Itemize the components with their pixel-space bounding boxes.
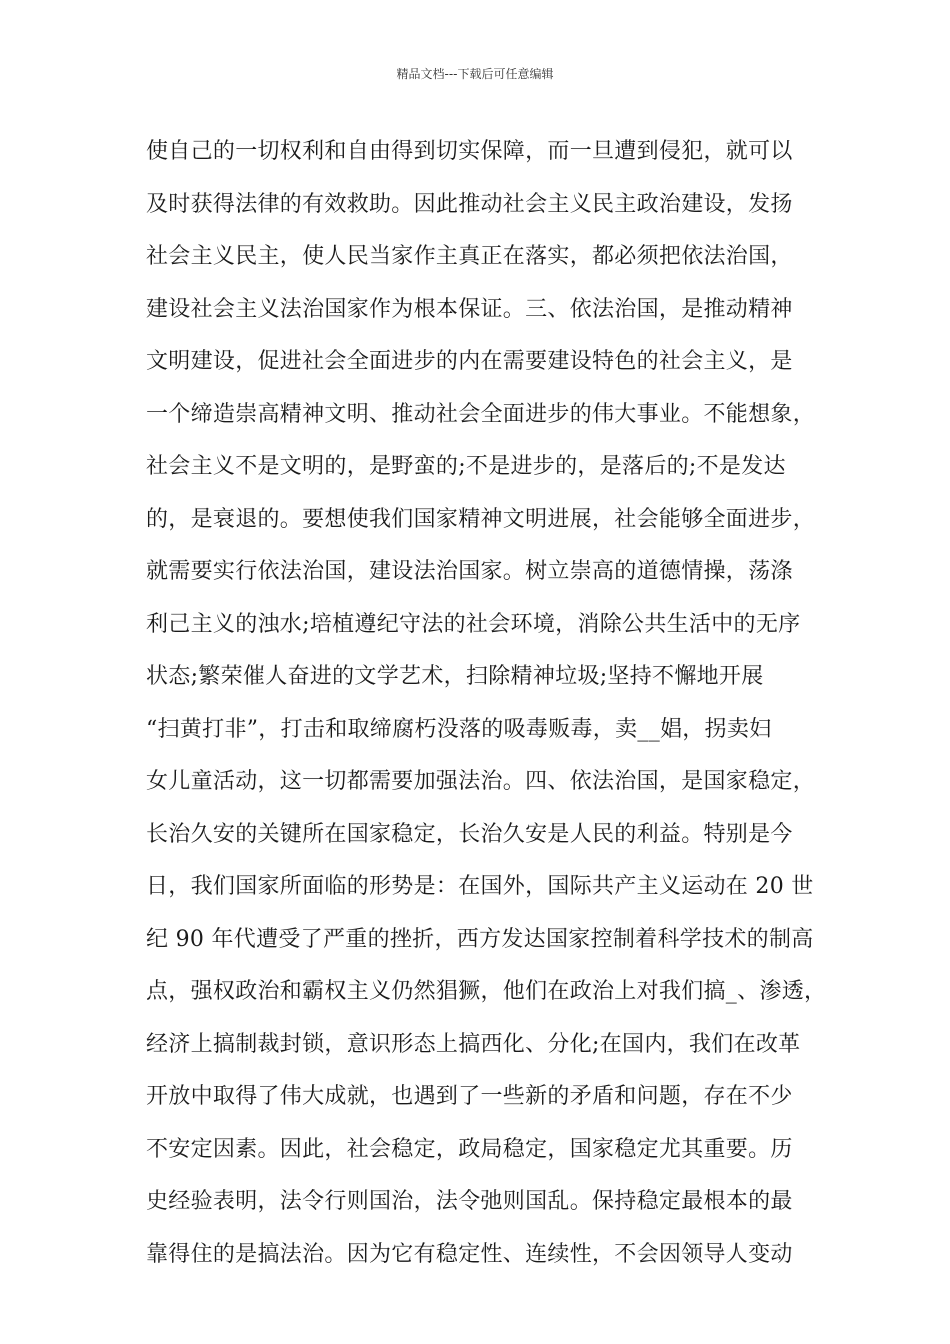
text-line: 不安定因素。因此，社会稳定，政局稳定，国家稳定尤其重要。历 [146, 1136, 793, 1162]
text-line: 及时获得法律的有效救助。因此推动社会主义民主政治建设，发扬 [146, 191, 793, 217]
text-line: 经济上搞制裁封锁，意识形态上搞西化、分化;在国内，我们在改革 [146, 1031, 801, 1057]
text-line: 就需要实行依法治国，建设法治国家。树立崇高的道德情操，荡涤 [146, 559, 793, 584]
page-header: 精品文档---下载后可任意编辑 [396, 67, 554, 81]
text-line: 女儿童活动，这一切都需要加强法治。四、依法治国，是国家稳定， [146, 769, 816, 794]
text-line: 日，我们国家所面临的形势是：在国外，国际共产主义运动在 20 世 [146, 874, 814, 899]
text-line: 状态;繁荣催人奋进的文学艺术，扫除精神垃圾;坚持不懈地开展 [146, 664, 764, 689]
text-line: 社会主义不是文明的，是野蛮的;不是进步的，是落后的;不是发达 [146, 454, 786, 479]
text-line: 的，是衰退的。要想使我们国家精神文明进展，社会能够全面进步， [146, 506, 816, 532]
text-line: 靠得住的是搞法治。因为它有稳定性、连续性，不会因领导人变动 [146, 1241, 793, 1267]
text-line: 点，强权政治和霸权主义仍然猖獗，他们在政治上对我们搞_、渗透， [146, 979, 827, 1004]
text-line: “扫黄打非”，打击和取缔腐朽没落的吸毒贩毒，卖__娼，拐卖妇 [146, 716, 772, 742]
text-line: 长治久安的关键所在国家稳定，长治久安是人民的利益。特别是今 [146, 821, 793, 847]
text-line: 史经验表明，法令行则国治，法令弛则国乱。保持稳定最根本的最 [146, 1189, 793, 1214]
text-line: 纪 90 年代遭受了严重的挫折，西方发达国家控制着科学技术的制高 [146, 926, 814, 952]
body-text [146, 126, 826, 1281]
text-line: 开放中取得了伟大成就，也遇到了一些新的矛盾和问题，存在不少 [146, 1084, 793, 1109]
text-line: 使自己的一切权利和自由得到切实保障，而一旦遭到侵犯，就可以 [146, 139, 793, 164]
text-line: 建设社会主义法治国家作为根本保证。三、依法治国，是推动精神 [146, 296, 793, 322]
text-line: 利己主义的浊水;培植遵纪守法的社会环境，消除公共生活中的无序 [146, 611, 801, 637]
text-line: 一个缔造崇高精神文明、推动社会全面进步的伟大事业。不能想象， [146, 401, 816, 427]
text-line: 文明建设，促进社会全面进步的内在需要建设特色的社会主义，是 [146, 349, 793, 374]
text-line: 社会主义民主，使人民当家作主真正在落实，都必须把依法治国， [146, 244, 793, 269]
